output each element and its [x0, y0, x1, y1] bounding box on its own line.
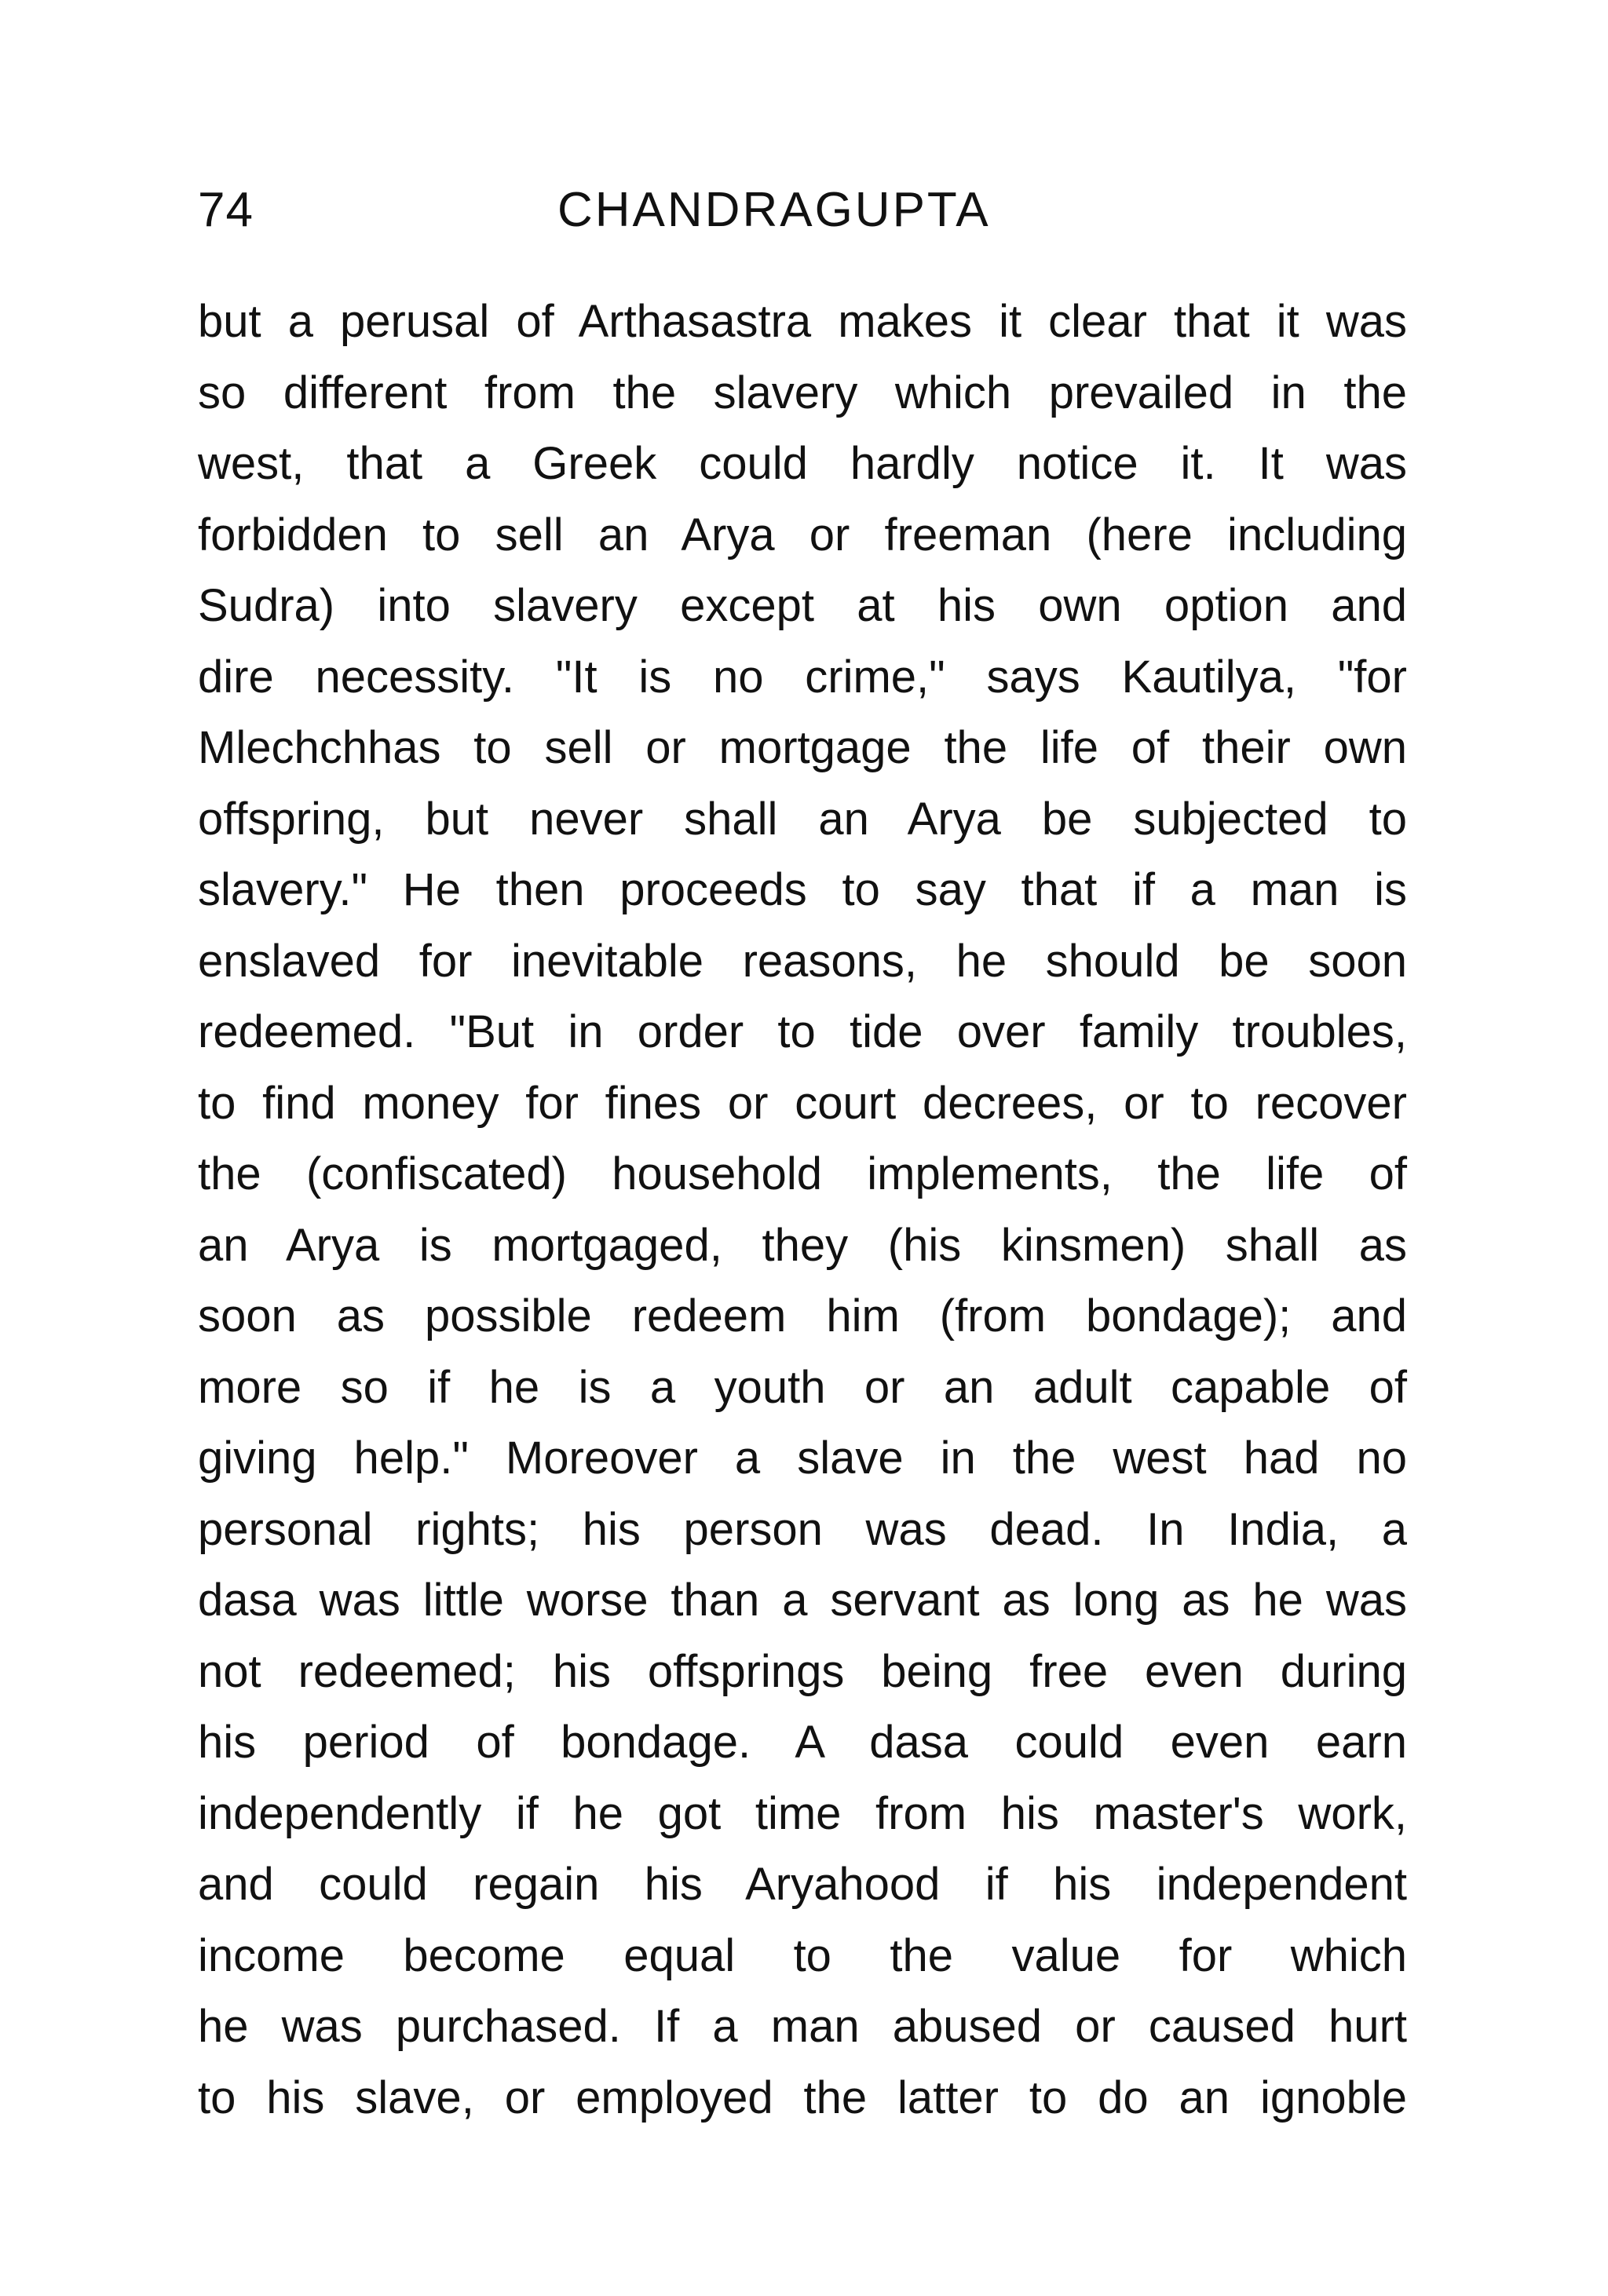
text-line: redeemed. "But in order to tide over family troubles,	[198, 1006, 1407, 1057]
text-line: personal rights; his person was dead. In India, a	[198, 1503, 1407, 1555]
text-line: offspring, but never shall an Arya be subjected to	[198, 793, 1407, 845]
text-line: his period of bondage. A dasa could even earn	[198, 1717, 1407, 1768]
text-line: slavery." He then proceeds to say that if a man is	[198, 864, 1407, 915]
text-line: dire necessity. "It is no crime," says Kautilya, "for	[198, 651, 1407, 703]
text-line: an Arya is mortgaged, they (his kinsmen) shall as	[198, 1219, 1407, 1271]
text-line: dasa was little worse than a servant as long as he was	[198, 1575, 1407, 1626]
text-line: income become equal to the value for which	[198, 1929, 1407, 1981]
text-line: forbidden to sell an Arya or freeman (here including	[198, 509, 1407, 560]
text-line: giving help." Moreover a slave in the west had no	[198, 1433, 1407, 1484]
text-line: but a perusal of Arthasastra makes it clear that it was	[198, 296, 1407, 347]
body-text	[198, 287, 1407, 2134]
text-line: so different from the slavery which prevailed in the	[198, 367, 1407, 418]
text-line: to find money for fines or court decrees, or to recover	[198, 1077, 1407, 1129]
text-line: Sudra) into slavery except at his own option and	[198, 580, 1407, 631]
text-line: to his slave, or employed the latter to do an ignoble	[198, 2072, 1407, 2123]
text-line: and could regain his Aryahood if his independent	[198, 1859, 1407, 1910]
text-line: the (confiscated) household implements, the life of	[198, 1148, 1407, 1199]
text-line: soon as possible redeem him (from bondage); and	[198, 1290, 1407, 1341]
running-title: CHANDRAGUPTA	[557, 183, 991, 237]
text-line: enslaved for inevitable reasons, he should be soon	[198, 935, 1407, 987]
page-number: 74	[198, 183, 254, 237]
text-line: west, that a Greek could hardly notice it. It was	[198, 438, 1407, 489]
text-line: independently if he got time from his master's work,	[198, 1787, 1407, 1839]
text-line: more so if he is a youth or an adult capable of	[198, 1361, 1407, 1413]
running-header	[198, 179, 1407, 242]
text-line: Mlechchhas to sell or mortgage the life of their own	[198, 722, 1407, 773]
text-line: not redeemed; his offsprings being free even during	[198, 1645, 1407, 1697]
text-line: he was purchased. If a man abused or caused hurt	[198, 2001, 1407, 2052]
